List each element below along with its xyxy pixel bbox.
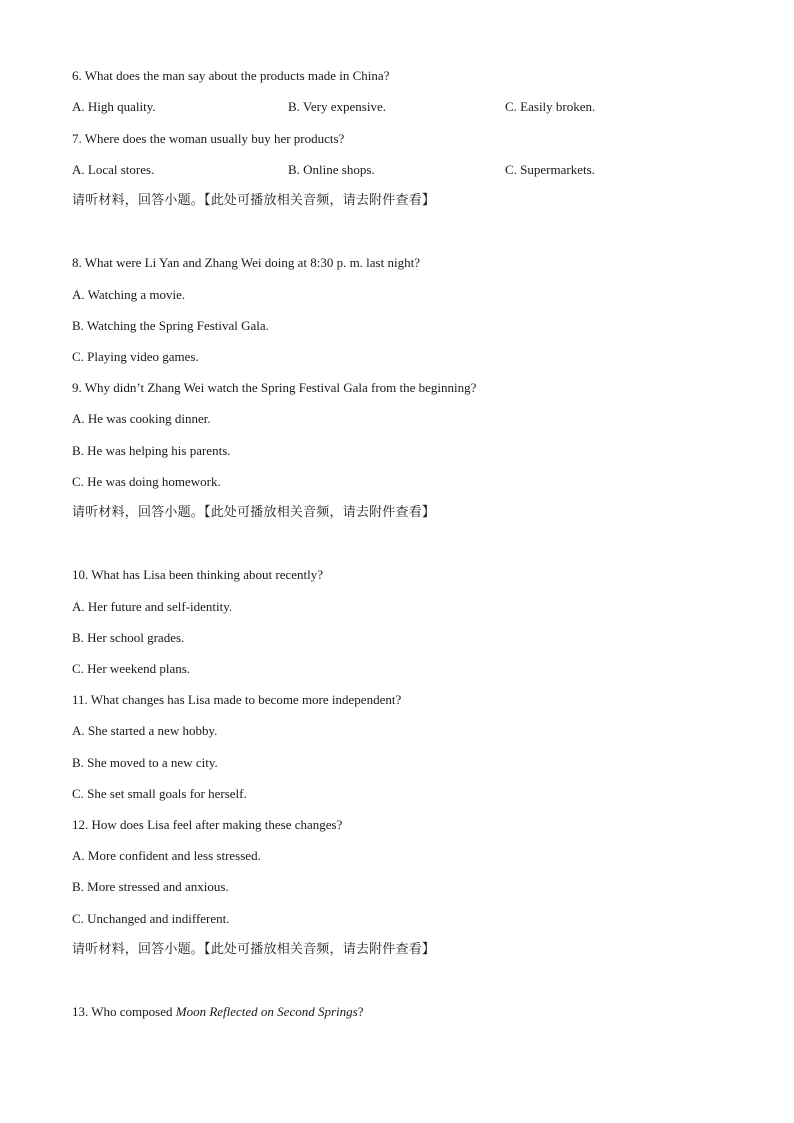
option-b: B. Very expensive. bbox=[288, 99, 386, 114]
question-6: 6. What does the man say about the products made in China? bbox=[72, 68, 390, 83]
song-title: Moon Reflected on Second Springs bbox=[175, 1004, 358, 1019]
question-9: 9. Why didn’t Zhang Wei watch the Spring Festival Gala from the beginning? bbox=[72, 380, 477, 395]
option-c: C. Unchanged and indifferent. bbox=[72, 911, 230, 926]
listening-instruction: 请听材料，回答小题。【此处可播放相关音频，请去附件查看】 bbox=[72, 193, 436, 208]
question-13-suffix: ? bbox=[357, 1004, 364, 1019]
listening-instruction: 请听材料，回答小题。【此处可播放相关音频，请去附件查看】 bbox=[72, 942, 436, 957]
question-7: 7. Where does the woman usually buy her products? bbox=[72, 131, 345, 146]
question-10: 10. What has Lisa been thinking about recently? bbox=[72, 567, 324, 582]
option-b: B. More stressed and anxious. bbox=[72, 879, 229, 894]
question-13-prefix: 13. Who composed bbox=[72, 1004, 176, 1019]
option-b: B. He was helping his parents. bbox=[72, 443, 231, 458]
question-11: 11. What changes has Lisa made to become more independent? bbox=[72, 692, 402, 707]
option-a: A. Her future and self-identity. bbox=[72, 599, 233, 614]
option-c: C. He was doing homework. bbox=[72, 474, 221, 489]
option-c: C. Easily broken. bbox=[505, 99, 596, 114]
option-b: B. Watching the Spring Festival Gala. bbox=[72, 318, 269, 333]
option-c: C. Supermarkets. bbox=[505, 162, 595, 177]
question-8: 8. What were Li Yan and Zhang Wei doing at 8:30 p. m. last night? bbox=[72, 255, 420, 270]
option-a: A. He was cooking dinner. bbox=[72, 411, 211, 426]
option-a: A. Local stores. bbox=[72, 162, 155, 177]
option-b: B. Online shops. bbox=[288, 162, 375, 177]
question-12: 12. How does Lisa feel after making these changes? bbox=[72, 817, 343, 832]
option-a: A. More confident and less stressed. bbox=[72, 848, 261, 863]
option-a: A. She started a new hobby. bbox=[72, 723, 218, 738]
option-c: C. She set small goals for herself. bbox=[72, 786, 247, 801]
option-a: A. Watching a movie. bbox=[72, 287, 186, 302]
option-b: B. Her school grades. bbox=[72, 630, 185, 645]
option-b: B. She moved to a new city. bbox=[72, 755, 218, 770]
option-c: C. Her weekend plans. bbox=[72, 661, 191, 676]
question-7-options bbox=[72, 162, 722, 178]
question-6-options bbox=[72, 99, 722, 115]
question-13 bbox=[72, 1004, 364, 1020]
listening-instruction: 请听材料，回答小题。【此处可播放相关音频，请去附件查看】 bbox=[72, 505, 436, 520]
option-a: A. High quality. bbox=[72, 99, 156, 114]
option-c: C. Playing video games. bbox=[72, 349, 199, 364]
